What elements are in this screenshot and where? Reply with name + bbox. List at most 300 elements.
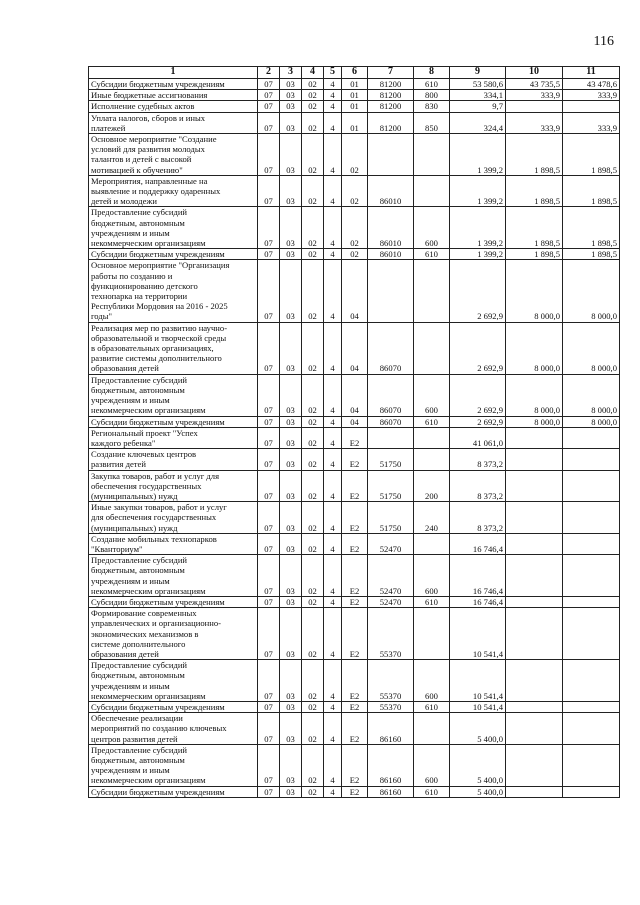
cell-col-10: [506, 427, 563, 448]
cell-col-7: [368, 260, 414, 322]
cell-col-5: 4: [324, 713, 342, 745]
cell-col-9: 1 399,2: [450, 175, 506, 207]
row-label: Исполнение судебных актов: [89, 101, 258, 112]
row-label: Региональный проект "Успех каждого ребенка": [89, 427, 258, 448]
row-label: Субсидии бюджетным учреждениям: [89, 79, 258, 90]
cell-col-6: E2: [342, 660, 368, 702]
cell-col-8: [414, 449, 450, 470]
row-label: Субсидии бюджетным учреждениям: [89, 786, 258, 797]
table-row: [89, 470, 620, 502]
cell-col-7: [368, 427, 414, 448]
cell-col-10: [506, 596, 563, 607]
cell-col-7: 81200: [368, 101, 414, 112]
cell-col-2: 07: [258, 207, 280, 249]
cell-col-10: [506, 555, 563, 597]
cell-col-10: [506, 713, 563, 745]
cell-col-9: 10 541,4: [450, 701, 506, 712]
row-label: Закупка товаров, работ и услуг для обеспечения государственных (муниципальных) нужд: [89, 470, 258, 502]
cell-col-4: 02: [302, 134, 324, 176]
cell-col-8: [414, 134, 450, 176]
cell-col-8: 200: [414, 470, 450, 502]
cell-col-2: 07: [258, 786, 280, 797]
cell-col-3: 03: [280, 112, 302, 133]
cell-col-9: 1 399,2: [450, 249, 506, 260]
table-row: [89, 112, 620, 133]
cell-col-7: 81200: [368, 112, 414, 133]
cell-col-4: 02: [302, 427, 324, 448]
cell-col-11: 1 898,5: [563, 249, 620, 260]
table-body: [89, 79, 620, 798]
cell-col-4: 02: [302, 660, 324, 702]
cell-col-7: 52470: [368, 555, 414, 597]
cell-col-10: [506, 533, 563, 554]
cell-col-9: 5 400,0: [450, 713, 506, 745]
table-row: [89, 416, 620, 427]
cell-col-2: 07: [258, 533, 280, 554]
cell-col-4: 02: [302, 416, 324, 427]
header-row: [89, 67, 620, 79]
row-label: Субсидии бюджетным учреждениям: [89, 249, 258, 260]
cell-col-6: 01: [342, 90, 368, 101]
cell-col-2: 07: [258, 660, 280, 702]
row-label: Субсидии бюджетным учреждениям: [89, 596, 258, 607]
cell-col-9: 16 746,4: [450, 555, 506, 597]
cell-col-6: 04: [342, 260, 368, 322]
cell-col-4: 02: [302, 112, 324, 133]
cell-col-9: 5 400,0: [450, 786, 506, 797]
cell-col-6: 02: [342, 249, 368, 260]
cell-col-10: [506, 608, 563, 660]
cell-col-7: 86160: [368, 786, 414, 797]
cell-col-10: [506, 101, 563, 112]
cell-col-8: [414, 322, 450, 374]
cell-col-2: 07: [258, 134, 280, 176]
row-label: Обеспечение реализации мероприятий по созданию ключевых центров развития детей: [89, 713, 258, 745]
cell-col-8: [414, 175, 450, 207]
cell-col-9: 5 400,0: [450, 744, 506, 786]
cell-col-3: 03: [280, 79, 302, 90]
cell-col-8: 600: [414, 207, 450, 249]
cell-col-5: 4: [324, 101, 342, 112]
cell-col-10: 1 898,5: [506, 134, 563, 176]
row-label: Мероприятия, направленные на выявление и поддержку одаренных детей и молодежи: [89, 175, 258, 207]
cell-col-4: 02: [302, 260, 324, 322]
cell-col-5: 4: [324, 555, 342, 597]
cell-col-5: 4: [324, 175, 342, 207]
cell-col-8: 830: [414, 101, 450, 112]
cell-col-4: 02: [302, 596, 324, 607]
column-header-4: 4: [302, 67, 324, 79]
row-label: Субсидии бюджетным учреждениям: [89, 416, 258, 427]
cell-col-5: 4: [324, 786, 342, 797]
cell-col-8: [414, 713, 450, 745]
cell-col-6: 02: [342, 207, 368, 249]
cell-col-7: 51750: [368, 502, 414, 534]
cell-col-6: 04: [342, 416, 368, 427]
cell-col-10: 1 898,5: [506, 175, 563, 207]
table-row: [89, 786, 620, 797]
cell-col-7: 81200: [368, 90, 414, 101]
cell-col-5: 4: [324, 449, 342, 470]
cell-col-5: 4: [324, 470, 342, 502]
cell-col-6: E2: [342, 533, 368, 554]
cell-col-7: 55370: [368, 608, 414, 660]
cell-col-7: 86070: [368, 374, 414, 416]
cell-col-3: 03: [280, 207, 302, 249]
cell-col-2: 07: [258, 112, 280, 133]
cell-col-6: 04: [342, 374, 368, 416]
cell-col-8: 600: [414, 744, 450, 786]
cell-col-10: 43 735,5: [506, 79, 563, 90]
column-header-10: 10: [506, 67, 563, 79]
cell-col-9: 2 692,9: [450, 416, 506, 427]
cell-col-4: 02: [302, 207, 324, 249]
cell-col-5: 4: [324, 744, 342, 786]
cell-col-4: 02: [302, 101, 324, 112]
cell-col-3: 03: [280, 713, 302, 745]
budget-table: [88, 66, 620, 798]
cell-col-4: 02: [302, 608, 324, 660]
cell-col-10: [506, 502, 563, 534]
cell-col-4: 02: [302, 713, 324, 745]
cell-col-2: 07: [258, 374, 280, 416]
cell-col-10: 8 000,0: [506, 416, 563, 427]
cell-col-9: 41 061,0: [450, 427, 506, 448]
cell-col-11: 1 898,5: [563, 175, 620, 207]
cell-col-9: 1 399,2: [450, 207, 506, 249]
row-label: Формирование современных управленческих и организационно- экономических механизмов в системе дополнительного образования детей: [89, 608, 258, 660]
row-label: Создание мобильных технопарков "Кванториум": [89, 533, 258, 554]
cell-col-11: [563, 533, 620, 554]
column-header-6: 6: [342, 67, 368, 79]
cell-col-11: 8 000,0: [563, 260, 620, 322]
column-header-7: 7: [368, 67, 414, 79]
cell-col-2: 07: [258, 101, 280, 112]
cell-col-3: 03: [280, 502, 302, 534]
cell-col-8: [414, 608, 450, 660]
cell-col-10: 8 000,0: [506, 322, 563, 374]
cell-col-5: 4: [324, 502, 342, 534]
cell-col-5: 4: [324, 374, 342, 416]
table-row: [89, 660, 620, 702]
cell-col-4: 02: [302, 470, 324, 502]
cell-col-10: [506, 701, 563, 712]
cell-col-5: 4: [324, 249, 342, 260]
column-header-11: 11: [563, 67, 620, 79]
page-number: 116: [593, 34, 614, 49]
table-row: [89, 533, 620, 554]
cell-col-11: [563, 502, 620, 534]
cell-col-5: 4: [324, 608, 342, 660]
cell-col-6: 02: [342, 134, 368, 176]
table-row: [89, 596, 620, 607]
cell-col-6: E2: [342, 608, 368, 660]
cell-col-9: 324,4: [450, 112, 506, 133]
cell-col-5: 4: [324, 134, 342, 176]
cell-col-6: E2: [342, 502, 368, 534]
table-row: [89, 79, 620, 90]
cell-col-6: E2: [342, 555, 368, 597]
cell-col-3: 03: [280, 608, 302, 660]
cell-col-6: 01: [342, 79, 368, 90]
cell-col-7: 52470: [368, 533, 414, 554]
cell-col-7: 55370: [368, 701, 414, 712]
cell-col-8: 600: [414, 555, 450, 597]
cell-col-9: 2 692,9: [450, 374, 506, 416]
cell-col-7: 52470: [368, 596, 414, 607]
cell-col-11: [563, 713, 620, 745]
cell-col-11: [563, 427, 620, 448]
cell-col-9: 2 692,9: [450, 260, 506, 322]
table-row: [89, 134, 620, 176]
cell-col-2: 07: [258, 555, 280, 597]
cell-col-9: 53 580,6: [450, 79, 506, 90]
row-label: Создание ключевых центров развития детей: [89, 449, 258, 470]
table-row: [89, 502, 620, 534]
row-label: Предоставление субсидий бюджетным, автономным учреждениям и иным некоммерческим организациям: [89, 207, 258, 249]
table-row: [89, 427, 620, 448]
cell-col-4: 02: [302, 322, 324, 374]
cell-col-6: E2: [342, 786, 368, 797]
cell-col-9: 16 746,4: [450, 596, 506, 607]
cell-col-9: 334,1: [450, 90, 506, 101]
cell-col-8: 610: [414, 701, 450, 712]
cell-col-11: 8 000,0: [563, 322, 620, 374]
cell-col-2: 07: [258, 322, 280, 374]
cell-col-2: 07: [258, 608, 280, 660]
cell-col-4: 02: [302, 744, 324, 786]
cell-col-5: 4: [324, 112, 342, 133]
cell-col-10: [506, 744, 563, 786]
cell-col-11: [563, 786, 620, 797]
cell-col-6: E2: [342, 596, 368, 607]
cell-col-2: 07: [258, 427, 280, 448]
row-label: Основное мероприятие "Организация работы по созданию и функционированию детского технопарка на территории Республики Мордовия на 2016 - 2025 годы": [89, 260, 258, 322]
cell-col-6: 01: [342, 112, 368, 133]
cell-col-11: 43 478,6: [563, 79, 620, 90]
cell-col-11: 8 000,0: [563, 374, 620, 416]
row-label: Предоставление субсидий бюджетным, автономным учреждениям и иным некоммерческим организациям: [89, 374, 258, 416]
table-row: [89, 449, 620, 470]
cell-col-8: 800: [414, 90, 450, 101]
row-label: Иные закупки товаров, работ и услуг для обеспечения государственных (муниципальных) нужд: [89, 502, 258, 534]
cell-col-4: 02: [302, 374, 324, 416]
cell-col-3: 03: [280, 90, 302, 101]
cell-col-3: 03: [280, 660, 302, 702]
cell-col-11: [563, 596, 620, 607]
cell-col-7: 51750: [368, 449, 414, 470]
cell-col-11: 8 000,0: [563, 416, 620, 427]
cell-col-6: E2: [342, 701, 368, 712]
cell-col-3: 03: [280, 533, 302, 554]
row-label: Основное мероприятие "Создание условий для развития молодых талантов и детей с высокой мотивацией к обучению": [89, 134, 258, 176]
cell-col-9: 1 399,2: [450, 134, 506, 176]
cell-col-2: 07: [258, 416, 280, 427]
cell-col-8: 610: [414, 79, 450, 90]
cell-col-7: 86010: [368, 249, 414, 260]
cell-col-10: [506, 449, 563, 470]
cell-col-11: [563, 744, 620, 786]
cell-col-10: 8 000,0: [506, 374, 563, 416]
column-header-1: 1: [89, 67, 258, 79]
table-row: [89, 90, 620, 101]
column-header-5: 5: [324, 67, 342, 79]
table-row: [89, 713, 620, 745]
cell-col-4: 02: [302, 79, 324, 90]
cell-col-11: [563, 449, 620, 470]
cell-col-6: E2: [342, 449, 368, 470]
cell-col-5: 4: [324, 660, 342, 702]
cell-col-9: 2 692,9: [450, 322, 506, 374]
cell-col-10: 333,9: [506, 112, 563, 133]
cell-col-9: 8 373,2: [450, 502, 506, 534]
cell-col-10: [506, 786, 563, 797]
cell-col-9: 8 373,2: [450, 449, 506, 470]
cell-col-3: 03: [280, 416, 302, 427]
cell-col-4: 02: [302, 786, 324, 797]
cell-col-10: 333,9: [506, 90, 563, 101]
cell-col-9: 9,7: [450, 101, 506, 112]
cell-col-11: [563, 101, 620, 112]
table-row: [89, 249, 620, 260]
cell-col-9: 10 541,4: [450, 608, 506, 660]
cell-col-3: 03: [280, 744, 302, 786]
cell-col-6: 02: [342, 175, 368, 207]
cell-col-11: 1 898,5: [563, 134, 620, 176]
cell-col-5: 4: [324, 260, 342, 322]
cell-col-7: 86160: [368, 744, 414, 786]
cell-col-8: 610: [414, 416, 450, 427]
row-label: Предоставление субсидий бюджетным, автономным учреждениям и иным некоммерческим организациям: [89, 660, 258, 702]
cell-col-5: 4: [324, 427, 342, 448]
cell-col-2: 07: [258, 596, 280, 607]
cell-col-7: 86010: [368, 175, 414, 207]
table-row: [89, 322, 620, 374]
cell-col-4: 02: [302, 90, 324, 101]
cell-col-7: 81200: [368, 79, 414, 90]
cell-col-3: 03: [280, 101, 302, 112]
cell-col-8: 610: [414, 786, 450, 797]
table-row: [89, 744, 620, 786]
cell-col-6: E2: [342, 427, 368, 448]
cell-col-3: 03: [280, 449, 302, 470]
cell-col-2: 07: [258, 175, 280, 207]
cell-col-10: 8 000,0: [506, 260, 563, 322]
cell-col-3: 03: [280, 175, 302, 207]
cell-col-2: 07: [258, 249, 280, 260]
table-row: [89, 175, 620, 207]
column-header-3: 3: [280, 67, 302, 79]
cell-col-8: 600: [414, 660, 450, 702]
cell-col-3: 03: [280, 134, 302, 176]
cell-col-10: 1 898,5: [506, 207, 563, 249]
cell-col-3: 03: [280, 786, 302, 797]
table-row: [89, 101, 620, 112]
cell-col-11: [563, 660, 620, 702]
cell-col-2: 07: [258, 449, 280, 470]
cell-col-5: 4: [324, 207, 342, 249]
cell-col-8: 850: [414, 112, 450, 133]
table-row: [89, 374, 620, 416]
cell-col-11: [563, 701, 620, 712]
cell-col-7: 51750: [368, 470, 414, 502]
cell-col-7: 86070: [368, 322, 414, 374]
row-label: Предоставление субсидий бюджетным, автономным учреждениям и иным некоммерческим организациям: [89, 744, 258, 786]
cell-col-6: E2: [342, 744, 368, 786]
cell-col-5: 4: [324, 90, 342, 101]
cell-col-4: 02: [302, 249, 324, 260]
cell-col-5: 4: [324, 416, 342, 427]
table-row: [89, 260, 620, 322]
cell-col-9: 8 373,2: [450, 470, 506, 502]
cell-col-9: 16 746,4: [450, 533, 506, 554]
cell-col-5: 4: [324, 701, 342, 712]
row-label: Предоставление субсидий бюджетным, автономным учреждениям и иным некоммерческим организациям: [89, 555, 258, 597]
column-header-9: 9: [450, 67, 506, 79]
cell-col-11: [563, 608, 620, 660]
cell-col-2: 07: [258, 701, 280, 712]
column-header-8: 8: [414, 67, 450, 79]
table-row: [89, 608, 620, 660]
cell-col-2: 07: [258, 79, 280, 90]
cell-col-11: 333,9: [563, 90, 620, 101]
cell-col-8: 610: [414, 249, 450, 260]
cell-col-10: 1 898,5: [506, 249, 563, 260]
cell-col-8: [414, 260, 450, 322]
cell-col-11: 333,9: [563, 112, 620, 133]
cell-col-3: 03: [280, 555, 302, 597]
cell-col-3: 03: [280, 322, 302, 374]
row-label: Реализация мер по развитию научно- образовательной и творческой среды в образовательных организациях, развитие системы дополнительного образования детей: [89, 322, 258, 374]
cell-col-3: 03: [280, 470, 302, 502]
cell-col-3: 03: [280, 427, 302, 448]
cell-col-7: 86160: [368, 713, 414, 745]
cell-col-2: 07: [258, 744, 280, 786]
row-label: Уплата налогов, сборов и иных платежей: [89, 112, 258, 133]
table-row: [89, 701, 620, 712]
cell-col-7: [368, 134, 414, 176]
cell-col-4: 02: [302, 701, 324, 712]
cell-col-7: 86010: [368, 207, 414, 249]
cell-col-6: E2: [342, 713, 368, 745]
cell-col-3: 03: [280, 249, 302, 260]
column-header-2: 2: [258, 67, 280, 79]
table-row: [89, 555, 620, 597]
cell-col-5: 4: [324, 322, 342, 374]
cell-col-8: 600: [414, 374, 450, 416]
cell-col-2: 07: [258, 260, 280, 322]
cell-col-2: 07: [258, 713, 280, 745]
cell-col-2: 07: [258, 470, 280, 502]
cell-col-6: 01: [342, 101, 368, 112]
cell-col-11: [563, 555, 620, 597]
cell-col-8: 240: [414, 502, 450, 534]
cell-col-9: 10 541,4: [450, 660, 506, 702]
cell-col-3: 03: [280, 701, 302, 712]
cell-col-4: 02: [302, 533, 324, 554]
row-label: Иные бюджетные ассигнования: [89, 90, 258, 101]
cell-col-5: 4: [324, 79, 342, 90]
cell-col-11: 1 898,5: [563, 207, 620, 249]
cell-col-8: [414, 533, 450, 554]
cell-col-4: 02: [302, 175, 324, 207]
cell-col-3: 03: [280, 374, 302, 416]
cell-col-4: 02: [302, 502, 324, 534]
cell-col-5: 4: [324, 533, 342, 554]
cell-col-4: 02: [302, 555, 324, 597]
cell-col-8: 610: [414, 596, 450, 607]
cell-col-7: 86070: [368, 416, 414, 427]
